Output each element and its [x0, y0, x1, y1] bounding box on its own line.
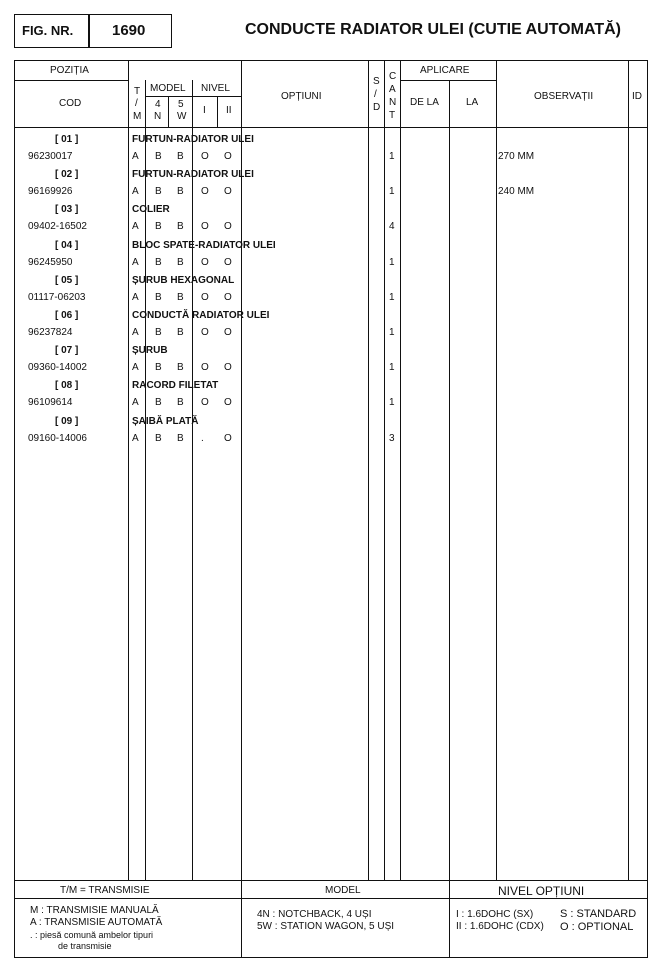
part-name: RACORD FILETAT — [132, 380, 219, 392]
part-model-5w: B — [177, 432, 184, 444]
part-code: 09160-14006 — [28, 432, 87, 444]
pozitia-underline — [14, 80, 128, 81]
part-position: [ 02 ] — [55, 169, 79, 181]
part-code: 96237824 — [28, 327, 73, 338]
legend-model-5w: 5W : STATION WAGON, 5 UȘI — [257, 921, 395, 932]
part-code: 01117-06203 — [28, 291, 86, 303]
part-position: [ 04 ] — [55, 239, 79, 251]
col-line-sd — [384, 60, 385, 880]
header-tm-t: T — [134, 86, 141, 97]
header-model: MODEL — [150, 83, 186, 94]
part-name: ȘURUB — [132, 345, 168, 357]
aplicare-underline — [400, 80, 496, 81]
legend-tm-common: . : piesă comună ambelor tipuri — [30, 930, 154, 940]
header-optiuni: OPȚIUNI — [281, 91, 322, 102]
col-line-nivel-sub — [217, 96, 218, 127]
part-level-1: O — [201, 186, 209, 198]
table-top-border — [14, 60, 648, 61]
part-model-4n: B — [155, 327, 162, 338]
part-name: FURTUN-RADIATOR ULEI — [132, 134, 254, 145]
part-position: [ 09 ] — [55, 415, 79, 427]
part-model-5w: B — [177, 221, 184, 233]
model-nivel-underline — [145, 96, 241, 97]
part-tm: A — [132, 291, 139, 303]
header-cant-n: N — [389, 97, 397, 108]
part-tm: A — [132, 151, 139, 162]
part-code: 96230017 — [28, 151, 73, 162]
header-model-n: N — [154, 111, 162, 122]
header-observatii: OBSERVAȚII — [534, 91, 594, 102]
col-line-nivel — [241, 60, 242, 958]
col-line-observatii — [628, 60, 629, 880]
legend-tm-title: T/M = TRANSMISIE — [60, 885, 150, 896]
part-code: 09402-16502 — [28, 221, 87, 233]
part-quantity: 3 — [389, 432, 395, 444]
part-level-2: O — [224, 221, 232, 233]
part-model-4n: B — [155, 291, 162, 303]
part-observations: 240 MM — [498, 186, 535, 198]
header-nivel-i: I — [203, 105, 206, 116]
part-model-4n: B — [155, 151, 162, 162]
part-name: FURTUN-RADIATOR ULEI — [132, 169, 254, 181]
header-sd-slash: / — [374, 89, 377, 100]
part-position: [ 07 ] — [55, 345, 79, 357]
legend-top-border — [14, 880, 648, 881]
header-id: ID — [632, 91, 642, 102]
part-level-2: O — [224, 397, 232, 409]
col-line-la — [496, 60, 497, 880]
part-quantity: 1 — [389, 397, 395, 409]
part-quantity: 1 — [389, 151, 395, 162]
col-line-tm — [145, 80, 146, 880]
table-right-border — [647, 60, 648, 958]
part-model-4n: B — [155, 186, 162, 198]
part-model-5w: B — [177, 151, 184, 162]
part-tm: A — [132, 432, 139, 444]
part-code: 09360-14002 — [28, 362, 87, 374]
part-quantity: 1 — [389, 256, 395, 268]
part-position: [ 05 ] — [55, 274, 79, 286]
part-level-1: O — [201, 256, 209, 268]
header-nivel: NIVEL — [201, 83, 230, 94]
part-tm: A — [132, 186, 139, 198]
part-model-5w: B — [177, 327, 184, 338]
part-level-2: O — [224, 362, 232, 374]
part-level-2: O — [224, 151, 232, 162]
part-observations: 270 MM — [498, 151, 535, 162]
table-header-bottom-border — [14, 127, 648, 128]
header-cant-a: A — [389, 84, 396, 95]
part-tm: A — [132, 362, 139, 374]
part-model-4n: B — [155, 397, 162, 409]
col-line-cod — [128, 60, 129, 880]
part-tm: A — [132, 256, 139, 268]
part-level-1: . — [201, 432, 204, 444]
header-la: LA — [466, 97, 479, 108]
header-model-w: W — [177, 111, 187, 122]
part-level-1: O — [201, 327, 209, 338]
part-level-2: O — [224, 291, 232, 303]
header-sd-d: D — [373, 102, 381, 113]
part-model-4n: B — [155, 221, 162, 233]
legend-nivel-title: NIVEL OPȚIUNI — [498, 884, 585, 898]
figure-box-divider — [88, 14, 90, 48]
legend-tm-manual: M : TRANSMISIE MANUALĂ — [30, 905, 159, 916]
table-bottom-border — [14, 957, 648, 958]
header-model-4: 4 — [155, 99, 161, 110]
part-quantity: 1 — [389, 327, 395, 338]
part-name: BLOC SPATE-RADIATOR ULEI — [132, 239, 276, 251]
part-position: [ 06 ] — [55, 310, 79, 321]
figure-label: FIG. NR. — [22, 23, 74, 38]
part-level-1: O — [201, 151, 209, 162]
legend-tm-auto: A : TRANSMISIE AUTOMATĂ — [30, 917, 163, 928]
part-model-5w: B — [177, 362, 184, 374]
legend-nivel-ii: II : 1.6DOHC (CDX) — [456, 921, 544, 932]
part-level-2: O — [224, 186, 232, 198]
legend-nivel-optional: O : OPTIONAL — [560, 921, 634, 933]
part-model-5w: B — [177, 186, 184, 198]
header-pozitia: POZIȚIA — [50, 65, 89, 76]
legend-tm-common-2: de transmisie — [58, 941, 112, 951]
header-cant-t: T — [389, 110, 396, 121]
part-quantity: 1 — [389, 186, 395, 198]
legend-model-title: MODEL — [325, 885, 361, 896]
header-cod: COD — [59, 98, 82, 109]
part-code: 96245950 — [28, 256, 73, 268]
part-level-2: O — [224, 256, 232, 268]
part-level-1: O — [201, 397, 209, 409]
part-tm: A — [132, 397, 139, 409]
legend-nivel-i: I : 1.6DOHC (SX) — [456, 909, 534, 920]
col-line-cant — [400, 60, 401, 880]
part-model-5w: B — [177, 256, 184, 268]
part-name: ȘAIBĂ PLATĂ — [132, 415, 199, 427]
figure-number: 1690 — [112, 22, 146, 39]
table-left-border — [14, 60, 15, 958]
part-level-1: O — [201, 221, 209, 233]
part-tm: A — [132, 221, 139, 233]
part-level-1: O — [201, 362, 209, 374]
part-model-4n: B — [155, 432, 162, 444]
part-quantity: 1 — [389, 291, 395, 303]
part-name: CONDUCTĂ RADIATOR ULEI — [132, 310, 270, 321]
part-level-1: O — [201, 291, 209, 303]
part-quantity: 4 — [389, 221, 395, 233]
col-line-dela — [449, 80, 450, 880]
part-model-5w: B — [177, 291, 184, 303]
legend-col-line — [449, 880, 450, 958]
legend-header-underline — [14, 898, 648, 899]
header-de-la: DE LA — [410, 97, 439, 108]
header-model-5: 5 — [178, 99, 184, 110]
part-model-4n: B — [155, 256, 162, 268]
legend-model-4n: 4N : NOTCHBACK, 4 UȘI — [257, 909, 372, 920]
part-model-4n: B — [155, 362, 162, 374]
header-tm-m: M — [133, 111, 142, 122]
header-sd-s: S — [373, 76, 380, 87]
col-line-optiuni — [368, 60, 369, 880]
part-tm: A — [132, 327, 139, 338]
part-level-2: O — [224, 432, 232, 444]
page-title: CONDUCTE RADIATOR ULEI (CUTIE AUTOMATĂ) — [245, 21, 621, 38]
col-line-model-sub — [168, 96, 169, 127]
part-level-2: O — [224, 327, 232, 338]
header-cant-c: C — [389, 71, 397, 82]
col-line-model — [192, 80, 193, 880]
part-name: ȘURUB HEXAGONAL — [132, 274, 235, 286]
header-aplicare: APLICARE — [420, 65, 470, 76]
part-code: 96109614 — [28, 397, 73, 409]
legend-nivel-standard: S : STANDARD — [560, 908, 637, 920]
part-model-5w: B — [177, 397, 184, 409]
part-quantity: 1 — [389, 362, 395, 374]
header-tm-slash: / — [135, 98, 138, 109]
part-code: 96169926 — [28, 186, 73, 198]
part-position: [ 03 ] — [55, 204, 79, 216]
part-position: [ 08 ] — [55, 380, 79, 392]
header-nivel-ii: II — [226, 105, 232, 116]
part-name: COLIER — [132, 204, 170, 216]
part-position: [ 01 ] — [55, 134, 79, 145]
